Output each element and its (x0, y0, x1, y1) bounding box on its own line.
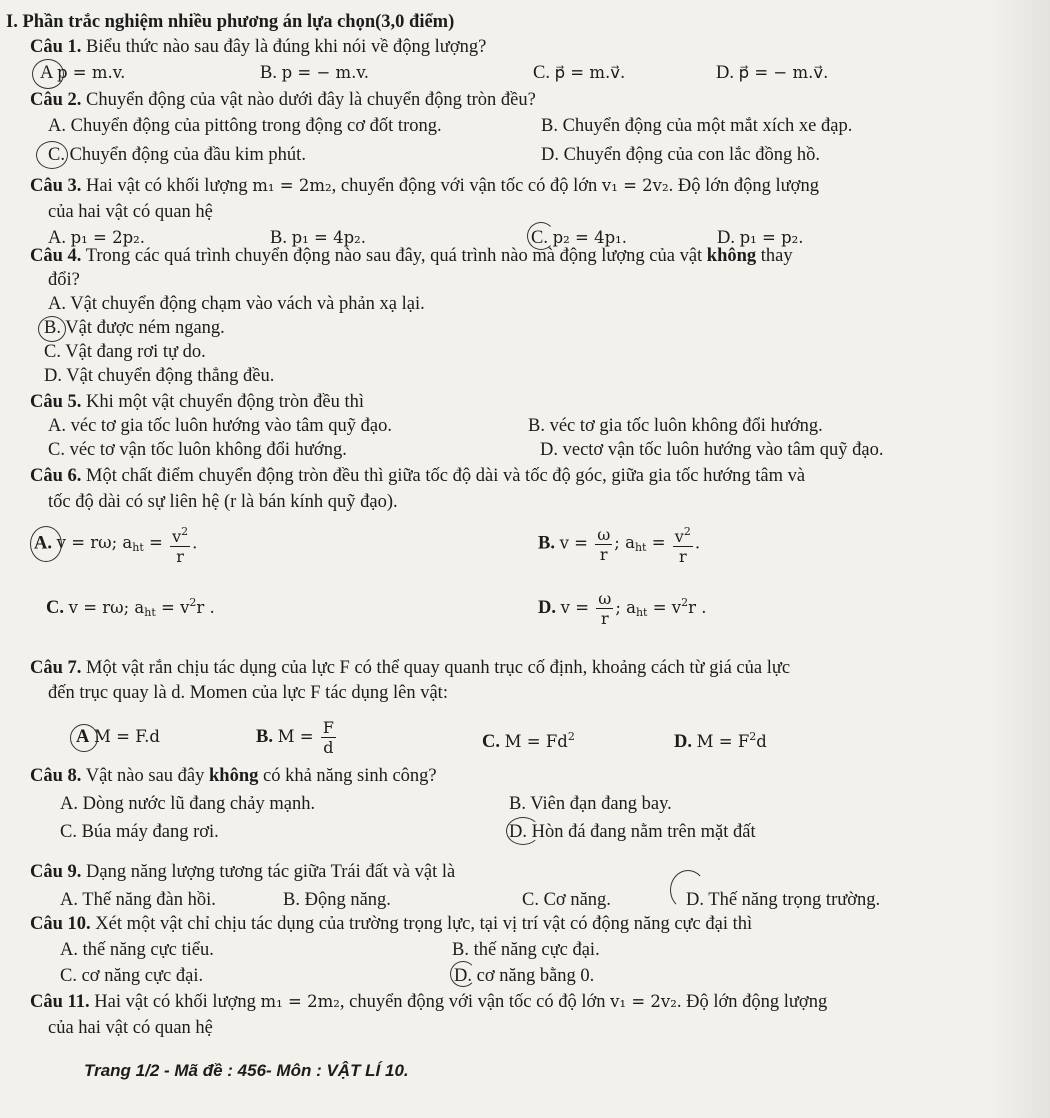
option-b[interactable]: B. Vật được ném ngang. (44, 318, 225, 338)
velocity-relation: v₁ = 2v₂ (610, 992, 677, 1011)
question-10 (30, 912, 752, 936)
question-label: Câu 7. (30, 658, 82, 678)
option-b[interactable]: B. Viên đạn đang bay. (509, 794, 672, 814)
mass-relation: m₁ = 2m₂ (260, 992, 340, 1011)
question-1 (30, 35, 486, 59)
question-text: Chuyển động của vật nào dưới đây là chuyển động tròn đều? (86, 90, 536, 110)
question-8: Câu 8. Vật nào sau đây không có khả năng sinh công? (30, 766, 437, 786)
question-4: Câu 4. Trong các quá trình chuyển động nào sau đây, quá trình nào mà động lượng của vật không thay (30, 246, 793, 266)
question-label: Câu 1. (30, 37, 82, 57)
question-label: Câu 3. (30, 176, 82, 196)
option-c[interactable]: C. v = rω; $a_{ht} = v^2r$ . (46, 596, 215, 619)
option-b[interactable]: B. p₁ = 4p₂. (270, 228, 367, 248)
option-d[interactable]: D. p₁ = p₂. (717, 228, 804, 248)
option-a[interactable]: A. v = rω; $a_{ht}$ = $\frac{v^2}{r}$ . (34, 522, 197, 568)
question-label: Câu 5. (30, 392, 82, 412)
option-a[interactable]: A. thế năng cực tiểu. (60, 940, 214, 960)
option-c[interactable]: C. cơ năng cực đại. (60, 966, 204, 986)
option-c[interactable]: C. p₂ = 4p₁. (531, 228, 628, 248)
question-label: Câu 9. (30, 862, 82, 882)
option-c[interactable]: C. p⃗ = m.v⃗. (533, 63, 626, 83)
question-11: Câu 11. Hai vật có khối lượng m₁ = 2m₂, chuyển động với vận tốc có độ lớn v₁ = 2v₂. Độ lớn động lượng (30, 992, 828, 1012)
option-d[interactable]: D. Chuyển động của con lắc đồng hồ. (541, 145, 820, 165)
question-text: Khi một vật chuyển động tròn đều thì (86, 392, 365, 412)
question-9 (30, 860, 455, 884)
option-a[interactable]: A. Thế năng đàn hồi. (60, 890, 216, 910)
velocity-relation: v₁ = 2v₂ (601, 176, 669, 195)
option-d[interactable]: D. $M = F^2d$ (674, 730, 767, 752)
option-b[interactable]: B. Động năng. (283, 890, 391, 910)
option-d[interactable]: D. Thế năng trọng trường. (686, 890, 881, 910)
option-c[interactable]: C. Vật đang rơi tự do. (44, 342, 206, 362)
option-a[interactable]: A p = m.v. (40, 63, 126, 83)
question-6: Câu 6. Một chất điểm chuyển động tròn đều thì giữa tốc độ dài và tốc độ góc, giữa gia tốc hướng tâm và (30, 466, 806, 486)
question-label: Câu 8. (30, 766, 82, 786)
option-c[interactable]: C. Búa máy đang rơi. (60, 822, 219, 842)
question-text-line2: đến trục quay là d. Momen của lực F tác dụng lên vật: (48, 683, 448, 703)
question-text: Xét một vật chỉ chịu tác dụng của trường trọng lực, tại vị trí vật có động năng cực đại thì (95, 914, 753, 934)
option-b[interactable]: B. M = $\frac{F}{d}$ (256, 718, 334, 758)
option-b[interactable]: B. v = $\frac{\omega}{r}$ ; $a_{ht}$ = $\frac{v^2}{r}$ . (538, 522, 700, 568)
option-d[interactable]: D. Vật chuyển động thẳng đều. (44, 366, 275, 386)
question-text-line2: đổi? (48, 270, 80, 290)
option-b[interactable]: B. Chuyển động của một mắt xích xe đạp. (541, 116, 853, 136)
option-d[interactable]: D. v = $\frac{\omega}{r}$ ; $a_{ht} = v^2r$ . (538, 589, 707, 629)
question-label: Câu 6. (30, 466, 82, 486)
question-3: Câu 3. Hai vật có khối lượng m₁ = 2m₂, chuyển động với vận tốc có độ lớn v₁ = 2v₂. Độ lớn động lượng (30, 176, 819, 196)
question-2 (30, 88, 536, 112)
question-label: Câu 4. (30, 246, 82, 266)
question-text: Biểu thức nào sau đây là đúng khi nói về động lượng? (86, 37, 487, 57)
page-edge-shadow (990, 0, 1050, 1118)
question-label: Câu 2. (30, 90, 82, 110)
option-d[interactable]: D. vectơ vận tốc luôn hướng vào tâm quỹ đạo. (540, 440, 884, 460)
option-a[interactable]: A. Chuyển động của pittông trong động cơ đốt trong. (48, 116, 442, 136)
option-a[interactable]: A. Dòng nước lũ đang chảy mạnh. (60, 794, 316, 814)
question-label: Câu 10. (30, 914, 91, 934)
question-label: Câu 11. (30, 992, 90, 1012)
mass-relation: m₁ = 2m₂ (252, 176, 332, 195)
option-b[interactable]: B. p = − m.v. (260, 63, 370, 83)
option-d[interactable]: D. Hòn đá đang nằm trên mặt đất (509, 822, 756, 842)
option-a[interactable]: A. véc tơ gia tốc luôn hướng vào tâm quỹ đạo. (48, 416, 393, 436)
option-c[interactable]: C. véc tơ vận tốc luôn không đổi hướng. (48, 440, 347, 460)
option-b[interactable]: B. véc tơ gia tốc luôn không đổi hướng. (528, 416, 823, 436)
option-a[interactable]: A M = F.d (76, 727, 160, 747)
section-title: I. Phần trắc nghiệm nhiều phương án lựa chọn(3,0 điểm) (6, 12, 455, 32)
question-text-line2: của hai vật có quan hệ (48, 1018, 213, 1038)
option-b[interactable]: B. thế năng cực đại. (452, 940, 600, 960)
question-5 (30, 390, 364, 414)
question-text-line2: tốc độ dài có sự liên hệ (r là bán kính quỹ đạo). (48, 492, 398, 512)
option-a[interactable]: A. Vật chuyển động chạm vào vách và phản xạ lại. (48, 294, 425, 314)
option-c[interactable]: C. Chuyển động của đầu kim phút. (48, 145, 306, 165)
page-footer: Trang 1/2 - Mã đề : 456- Môn : VẬT LÍ 10. (84, 1061, 409, 1080)
option-d[interactable]: D. p⃗ = − m.v⃗. (716, 63, 829, 83)
question-text-line2: của hai vật có quan hệ (48, 202, 213, 222)
option-d[interactable]: D. cơ năng bằng 0. (454, 966, 595, 986)
option-c[interactable]: C. Cơ năng. (522, 890, 611, 910)
option-a[interactable]: A. p₁ = 2p₂. (48, 228, 146, 248)
question-text: Dạng năng lượng tương tác giữa Trái đất và vật là (86, 862, 456, 882)
option-c[interactable]: C. $M = Fd^2$ (482, 730, 575, 752)
question-7: Câu 7. Một vật rắn chịu tác dụng của lực F có thể quay quanh trục cố định, khoảng cách từ giá của lực (30, 658, 791, 678)
